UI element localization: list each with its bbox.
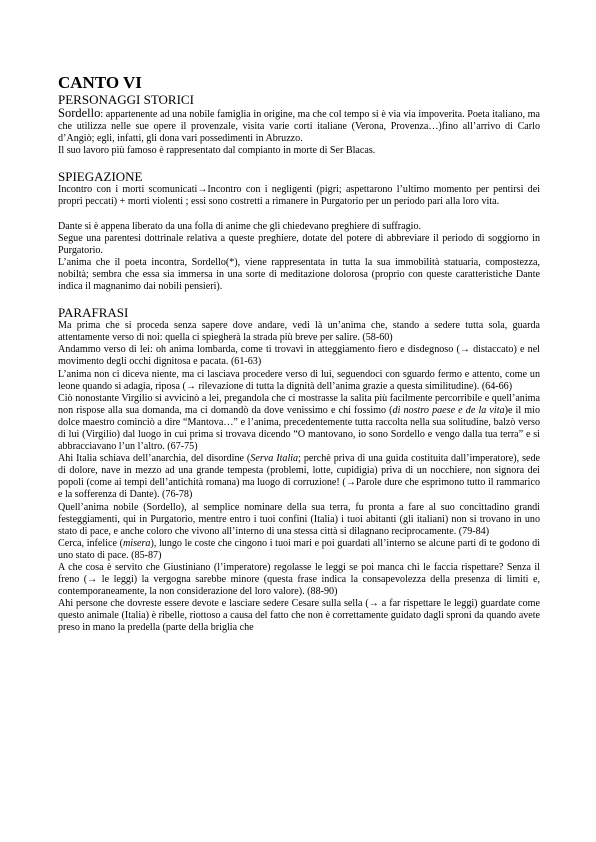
arrow-icon: →: [368, 598, 379, 610]
parafrasi-64-66: L’anima non ci diceva niente, ma ci lasciava procedere verso di lui, seguendoci con sguardo fermo e attento, come un leone quando si adagia, riposa (→ rilevazione di tutta la dignità dell’anima grazie a questa similitudine). (64-66): [58, 368, 540, 392]
arrow-icon: →: [87, 574, 98, 586]
heading-spiegazione: SPIEGAZIONE: [58, 169, 143, 185]
parafrasi-88-90: A che cosa è servito che Giustiniano (l’imperatore) regolasse le leggi se poi manca chi le faccia rispettare? Senza il freno (→ le leggi) la vergogna sarebbe minore (questa frase indica la consapevolezza della presenza di limiti e, contemporaneamente, la non considerazione del loro valore). (88-90): [58, 562, 540, 598]
paragraph-spiegazione-1: Incontro con i morti scomunicati→Incontro con i negligenti (pigri; aspettarono l’ultimo momento per pentirsi dei propri peccati) + morti violenti ; essi sono costretti a rimanere in Purgatorio per un periodo pari alla loro vita.: [58, 184, 540, 208]
parafrasi-79-84: Quell’anima nobile (Sordello), al semplice nominare della sua terra, fu pronta a fare al suo concittadino grandi festeggiamenti, qui in Purgatorio, mentre entro i tuoi confini (Italia) i tuoi abitanti (gli italiani) non si trovano in uno stato di pace, e anche coloro che vivono all’interno di una stessa città si dilagnano reciprocamente. (79-84): [58, 501, 540, 537]
document-page: [58, 74, 540, 635]
arrow-icon: →: [197, 184, 208, 196]
paragraph-spiegazione-3: Segue una parentesi dottrinale relativa a queste preghiere, dotate del potere di abbreviare il periodo di soggiorno in Purgatorio.: [58, 232, 540, 256]
paragraph-sordello: Sordello: appartenente ad una nobile famiglia in origine, ma che col tempo si è via via impoverita. Poeta italiano, ma che utilizza nelle sue opere il provenzale, visita varie corti italiane (Verona, Provenza…)fino all’arrivo di Carlo d’Angiò; egli, infatti, gli dona vari possedimenti in Abruzzo.: [58, 106, 540, 145]
heading-parafrasi: PARAFRASI: [58, 305, 129, 321]
parafrasi-76-78: Ahi Italia schiava dell’anarchia, del disordine (Serva Italia; perchè priva di una guida costituita dall’imperatore), sede di dolore, nave in mezzo ad una grande tempesta (problemi, lotte, cupidigia) priva di un nocchiere, non signora dei popoli (come ai tempi dell’antichità romana) ma luogo di corruzione! (→Parole dure che esprimono tutto il rammarico e la sofferenza di Dante). (76-78): [58, 453, 541, 501]
arrow-icon: →: [459, 344, 470, 356]
paragraph-blacas: Il suo lavoro più famoso è rappresentato dal compianto in morte di Ser Blacas.: [58, 145, 376, 157]
parafrasi-58-60: Ma prima che si proceda senza sapere dove andare, vedi là un’anima che, stando a sedere tutta sola, guarda attentamente verso di noi: quella ci spiegherà la strada più breve per salire. (58-60): [58, 320, 540, 344]
parafrasi-61-63: Andammo verso di lei: oh anima lombarda, come ti trovavi in atteggiamento fiero e disdegnoso (→ distaccato) e nel movimento degli occhi dignitosa e pacata. (61-63): [58, 344, 540, 368]
parafrasi-85-87: Cerca, infelice (misera), lungo le coste che cingono i tuoi mari e poi guardati all’interno se alcune parti di te godono di uno stato di pace. (85-87): [58, 537, 540, 561]
page-title: CANTO VI: [58, 73, 142, 92]
arrow-icon: →: [185, 380, 196, 392]
heading-personaggi-storici: PERSONAGGI STORICI: [58, 92, 194, 107]
paragraph-spiegazione-2: Dante si è appena liberato da una folla di anime che gli chiedevano preghiere di suffragio.: [58, 220, 422, 232]
arrow-icon: →: [345, 477, 356, 489]
sordello-lead: Sordello: [58, 106, 101, 120]
parafrasi-67-75: Ciò nonostante Virgilio si avvicinò a lei, pregandola che ci mostrasse la salita più facilmente percorribile e quell’anima non rispose alla sua domanda, ma ci domandò da dove venissimo e chi fossimo (di nostro paese e de la vita)e il mio dolce maestro cominciò a dire “Mantova…” e l’anima, precedentemente tutta raccolta nella sua solitudine, balzò verso di lui (Virgilio) dal luogo in cui prima si trovava dicendo “O mantovano, io sono Sordello e vengo dalla tua terra” e si abbracciavano l’un l’altro. (67-75): [58, 392, 540, 453]
paragraph-spiegazione-4: L’anima che il poeta incontra, Sordello(*), viene rappresentata in tutta la sua immobilità statuaria, compostezza, nobiltà; sembra che essa sia immersa in una sorte di meditazione dolorosa (proprio con queste caratteristiche Dante indica il magnanimo dai nobili pensieri).: [58, 256, 540, 293]
parafrasi-91-93: Ahi persone che dovreste essere devote e lasciare sedere Cesare sulla sella (→ a far rispettare le leggi) guardate come questo animale (Italia) è ribelle, riottoso a causa del fatto che non è correttamente guidato dagli sproni da quando avete preso in mano la predella (parte della briglia che: [58, 598, 540, 634]
